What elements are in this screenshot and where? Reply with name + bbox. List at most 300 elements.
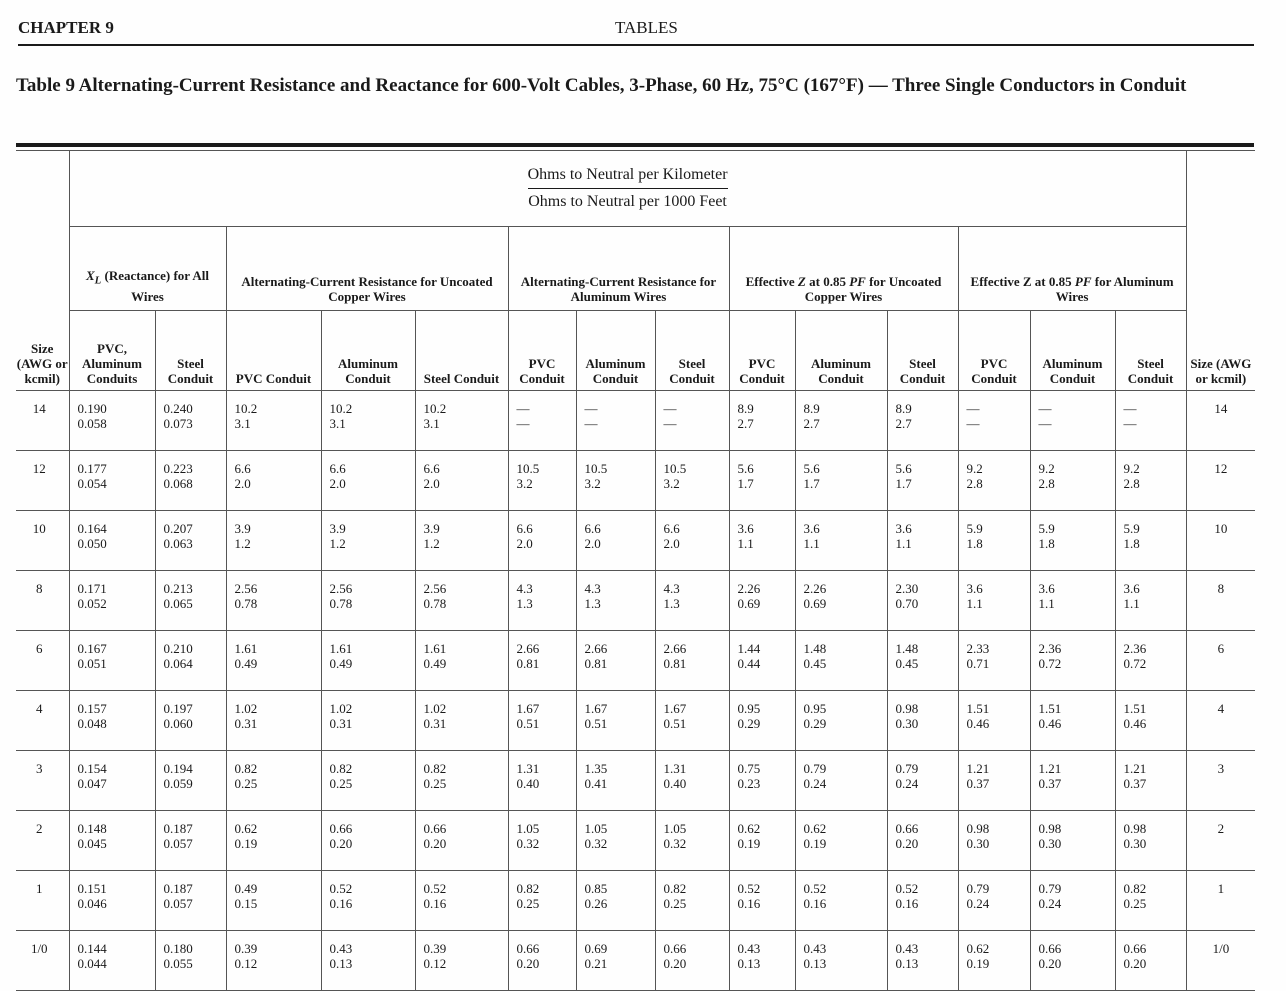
value-per-km: 2.30 (895, 581, 919, 596)
value-cell (415, 391, 508, 451)
value-cell (415, 511, 508, 571)
value-cell (1030, 871, 1115, 931)
value-per-1000ft: 2.7 (803, 416, 820, 431)
size-cell: 3 (1186, 751, 1255, 811)
value-cell (1115, 811, 1186, 871)
value-per-km: 1.02 (329, 701, 353, 716)
value-per-1000ft: 0.21 (584, 956, 608, 971)
col-aluminum-conduit: Aluminum Conduit (795, 311, 887, 391)
value-per-km: 0.180 (163, 941, 193, 956)
size-cell: 8 (16, 571, 69, 631)
value-per-1000ft: 0.26 (584, 896, 608, 911)
value-per-1000ft: 0.068 (163, 476, 193, 491)
value-per-1000ft: 1.3 (516, 596, 533, 611)
value-per-km: 2.56 (329, 581, 353, 596)
value-per-km: 0.52 (895, 881, 919, 896)
value-cell (1030, 931, 1115, 991)
chapter-label: CHAPTER 9 (18, 18, 114, 37)
value-per-km: 0.98 (1038, 821, 1062, 836)
value-per-km: 0.79 (803, 761, 827, 776)
value-per-km: 0.75 (737, 761, 761, 776)
value-per-km: 0.98 (895, 701, 919, 716)
table-row (16, 511, 1255, 571)
section-label: TABLES (615, 18, 678, 37)
value-per-km: 1.51 (1123, 701, 1147, 716)
value-per-1000ft: 0.78 (423, 596, 447, 611)
value-per-km: 1.02 (423, 701, 447, 716)
value-per-1000ft: 0.32 (516, 836, 540, 851)
value-per-1000ft: 0.31 (329, 716, 353, 731)
value-per-1000ft: 0.69 (803, 596, 827, 611)
value-per-km: — (516, 401, 530, 416)
value-cell (958, 391, 1030, 451)
value-cell (576, 571, 655, 631)
col-steel-conduit: Steel Conduit (1115, 311, 1186, 391)
value-per-km: 0.207 (163, 521, 193, 536)
value-per-km: 6.6 (584, 521, 601, 536)
size-cell: 10 (16, 511, 69, 571)
value-per-1000ft: 1.7 (895, 476, 912, 491)
value-cell (958, 571, 1030, 631)
value-per-1000ft: — (1123, 416, 1137, 431)
value-per-km: 0.190 (77, 401, 107, 416)
value-cell (508, 571, 576, 631)
value-per-km: 1.67 (663, 701, 687, 716)
value-per-1000ft: 0.24 (1038, 896, 1062, 911)
value-cell (795, 451, 887, 511)
value-per-1000ft: 3.2 (516, 476, 533, 491)
value-per-km: 8.9 (737, 401, 754, 416)
value-per-km: 5.9 (1123, 521, 1140, 536)
value-cell (508, 391, 576, 451)
value-per-km: — (584, 401, 598, 416)
value-cell (1115, 751, 1186, 811)
value-per-km: 0.52 (803, 881, 827, 896)
value-per-1000ft: 0.065 (163, 596, 193, 611)
value-per-1000ft: 1.3 (584, 596, 601, 611)
value-per-1000ft: 0.25 (234, 776, 258, 791)
value-per-km: 0.62 (803, 821, 827, 836)
value-per-km: 0.79 (966, 881, 990, 896)
value-per-km: 0.197 (163, 701, 193, 716)
value-per-1000ft: 3.1 (234, 416, 251, 431)
col-aluminum-conduit: Aluminum Conduit (576, 311, 655, 391)
value-per-km: 0.43 (803, 941, 827, 956)
value-cell (226, 931, 321, 991)
value-per-1000ft: 0.45 (895, 656, 919, 671)
value-cell (69, 931, 155, 991)
value-per-km: 0.187 (163, 821, 193, 836)
value-cell (655, 811, 729, 871)
size-cell: 4 (16, 691, 69, 751)
value-cell (155, 691, 226, 751)
value-cell (321, 511, 415, 571)
value-cell (655, 451, 729, 511)
value-per-km: 2.66 (584, 641, 608, 656)
value-cell (321, 631, 415, 691)
value-cell (576, 931, 655, 991)
value-per-1000ft: 0.059 (163, 776, 193, 791)
value-per-1000ft: 2.8 (1038, 476, 1055, 491)
value-cell (508, 451, 576, 511)
value-per-1000ft: 0.055 (163, 956, 193, 971)
page-header (18, 18, 1254, 46)
value-per-km: 2.36 (1123, 641, 1147, 656)
value-per-km: 8.9 (803, 401, 820, 416)
size-cell: 2 (16, 811, 69, 871)
table-row (16, 931, 1255, 991)
value-per-1000ft: 1.1 (966, 596, 983, 611)
value-per-1000ft: 0.25 (1123, 896, 1147, 911)
value-per-km: 0.52 (329, 881, 353, 896)
value-per-1000ft: 0.24 (895, 776, 919, 791)
size-cell: 3 (16, 751, 69, 811)
value-per-km: 0.62 (966, 941, 990, 956)
value-per-1000ft: 0.16 (423, 896, 447, 911)
value-cell (1030, 451, 1115, 511)
value-per-km: 4.3 (516, 581, 533, 596)
value-per-1000ft: 1.8 (1123, 536, 1140, 551)
value-cell (795, 631, 887, 691)
value-per-km: 0.43 (737, 941, 761, 956)
value-per-km: 0.154 (77, 761, 107, 776)
value-cell (958, 871, 1030, 931)
value-per-1000ft: 0.19 (803, 836, 827, 851)
group-ac-copper: Alternating-Current Resistance for Uncoated Copper Wires (226, 227, 508, 311)
value-per-1000ft: 0.20 (895, 836, 919, 851)
value-per-1000ft: 0.12 (423, 956, 447, 971)
value-per-1000ft: 0.20 (516, 956, 540, 971)
value-cell (321, 931, 415, 991)
value-per-1000ft: 0.78 (329, 596, 353, 611)
value-per-km: 0.171 (77, 581, 107, 596)
table-row (16, 451, 1255, 511)
units-metric: Ohms to Neutral per Kilometer (528, 160, 728, 189)
value-cell (415, 931, 508, 991)
value-cell (887, 871, 958, 931)
value-per-1000ft: 0.70 (895, 596, 919, 611)
table-row (16, 691, 1255, 751)
value-cell (1030, 511, 1115, 571)
value-cell (729, 391, 795, 451)
value-per-1000ft: 0.13 (803, 956, 827, 971)
value-per-km: 1.31 (516, 761, 540, 776)
value-per-km: 0.82 (329, 761, 353, 776)
value-cell (1115, 451, 1186, 511)
value-cell (415, 811, 508, 871)
value-cell (576, 691, 655, 751)
value-per-km: 0.85 (584, 881, 608, 896)
value-per-km: — (1038, 401, 1052, 416)
size-header-right: Size (AWG or kcmil) (1186, 151, 1255, 391)
value-per-km: 0.194 (163, 761, 193, 776)
value-cell (729, 511, 795, 571)
table-body (16, 391, 1255, 991)
value-per-1000ft: 0.81 (516, 656, 540, 671)
value-per-km: 0.66 (516, 941, 540, 956)
value-per-km: 0.69 (584, 941, 608, 956)
value-per-km: 2.66 (516, 641, 540, 656)
value-per-1000ft: 0.16 (895, 896, 919, 911)
value-per-km: — (966, 401, 980, 416)
value-per-km: 6.6 (423, 461, 440, 476)
value-per-1000ft: 2.0 (663, 536, 680, 551)
value-cell (1115, 391, 1186, 451)
value-cell (795, 571, 887, 631)
value-cell (576, 811, 655, 871)
value-per-1000ft: 0.25 (663, 896, 687, 911)
value-cell (415, 691, 508, 751)
value-cell (226, 631, 321, 691)
value-per-km: 1.61 (329, 641, 353, 656)
value-per-km: 0.62 (234, 821, 258, 836)
value-cell (1030, 631, 1115, 691)
value-cell (887, 931, 958, 991)
value-cell (69, 511, 155, 571)
value-per-1000ft: 0.047 (77, 776, 107, 791)
value-cell (729, 811, 795, 871)
size-cell: 1 (16, 871, 69, 931)
value-cell (321, 691, 415, 751)
value-per-km: 1.05 (584, 821, 608, 836)
value-cell (321, 811, 415, 871)
value-cell (576, 511, 655, 571)
value-per-1000ft: 0.057 (163, 896, 193, 911)
value-cell (415, 871, 508, 931)
value-cell (69, 391, 155, 451)
value-per-1000ft: 0.49 (329, 656, 353, 671)
value-cell (729, 931, 795, 991)
value-cell (415, 751, 508, 811)
value-per-km: 10.2 (423, 401, 447, 416)
value-per-km: 0.43 (329, 941, 353, 956)
col-pvc-conduit: PVC Conduit (508, 311, 576, 391)
value-per-1000ft: 0.19 (737, 836, 761, 851)
value-per-km: 10.2 (329, 401, 353, 416)
value-per-1000ft: 0.054 (77, 476, 107, 491)
size-cell: 4 (1186, 691, 1255, 751)
value-cell (226, 451, 321, 511)
value-per-1000ft: 2.7 (895, 416, 912, 431)
value-cell (1030, 571, 1115, 631)
value-cell (729, 631, 795, 691)
value-per-1000ft: 0.30 (895, 716, 919, 731)
value-per-1000ft: 0.064 (163, 656, 193, 671)
value-per-km: — (1123, 401, 1137, 416)
value-cell (226, 811, 321, 871)
value-cell (155, 811, 226, 871)
group-z-aluminum: Effective Z at 0.85 PF for Aluminum Wires (958, 227, 1186, 311)
value-per-km: 9.2 (1123, 461, 1140, 476)
col-steel-conduit: Steel Conduit (887, 311, 958, 391)
value-cell (887, 631, 958, 691)
value-per-1000ft: 1.7 (803, 476, 820, 491)
value-cell (887, 751, 958, 811)
value-per-1000ft: 2.8 (966, 476, 983, 491)
value-per-km: 0.66 (895, 821, 919, 836)
value-per-1000ft: 1.2 (234, 536, 251, 551)
value-per-1000ft: 0.15 (234, 896, 258, 911)
value-per-km: 0.66 (423, 821, 447, 836)
value-per-1000ft: 1.2 (423, 536, 440, 551)
value-per-1000ft: 0.20 (1038, 956, 1062, 971)
value-cell (226, 571, 321, 631)
value-per-1000ft: 0.45 (803, 656, 827, 671)
value-cell (69, 631, 155, 691)
size-cell: 12 (16, 451, 69, 511)
col-pvc-conduit: PVC Conduit (958, 311, 1030, 391)
value-per-1000ft: 2.0 (234, 476, 251, 491)
value-per-1000ft: 0.23 (737, 776, 761, 791)
value-per-km: 0.151 (77, 881, 107, 896)
value-per-1000ft: 0.16 (737, 896, 761, 911)
value-cell (958, 931, 1030, 991)
value-per-km: 0.164 (77, 521, 107, 536)
value-cell (655, 571, 729, 631)
value-per-km: 0.66 (329, 821, 353, 836)
value-cell (655, 751, 729, 811)
value-cell (958, 511, 1030, 571)
value-cell (795, 931, 887, 991)
value-per-km: 2.26 (803, 581, 827, 596)
value-cell (655, 931, 729, 991)
value-per-km: 1.31 (663, 761, 687, 776)
value-cell (69, 811, 155, 871)
value-cell (321, 871, 415, 931)
value-cell (576, 871, 655, 931)
value-cell (958, 691, 1030, 751)
value-per-km: 6.6 (516, 521, 533, 536)
value-per-km: 0.39 (234, 941, 258, 956)
value-per-1000ft: 0.19 (966, 956, 990, 971)
value-per-km: 5.6 (895, 461, 912, 476)
value-per-km: 1.51 (1038, 701, 1062, 716)
value-per-1000ft: 0.49 (423, 656, 447, 671)
value-cell (958, 811, 1030, 871)
value-cell (795, 511, 887, 571)
value-cell (226, 691, 321, 751)
value-cell (576, 451, 655, 511)
value-per-km: 3.6 (803, 521, 820, 536)
value-cell (887, 571, 958, 631)
value-cell (958, 631, 1030, 691)
size-cell: 6 (16, 631, 69, 691)
table-row (16, 871, 1255, 931)
value-per-1000ft: 0.78 (234, 596, 258, 611)
value-per-km: 6.6 (329, 461, 346, 476)
value-per-km: 0.79 (895, 761, 919, 776)
size-cell: 2 (1186, 811, 1255, 871)
value-per-1000ft: 0.13 (737, 956, 761, 971)
value-cell (655, 391, 729, 451)
value-per-km: 0.148 (77, 821, 107, 836)
value-per-1000ft: 1.1 (1038, 596, 1055, 611)
value-cell (576, 391, 655, 451)
value-per-km: 0.66 (663, 941, 687, 956)
value-cell (155, 751, 226, 811)
value-per-1000ft: — (966, 416, 980, 431)
value-per-1000ft: 0.20 (663, 956, 687, 971)
value-per-1000ft: 0.24 (803, 776, 827, 791)
value-cell (508, 691, 576, 751)
value-per-km: 3.6 (1038, 581, 1055, 596)
value-per-1000ft: 0.13 (329, 956, 353, 971)
value-cell (321, 571, 415, 631)
value-cell (1030, 391, 1115, 451)
value-cell (1115, 571, 1186, 631)
value-cell (155, 871, 226, 931)
value-per-1000ft: 0.30 (966, 836, 990, 851)
value-cell (321, 751, 415, 811)
value-cell (155, 451, 226, 511)
value-per-km: 0.82 (663, 881, 687, 896)
value-per-1000ft: 0.72 (1038, 656, 1062, 671)
value-per-km: 9.2 (966, 461, 983, 476)
value-per-1000ft: 0.51 (663, 716, 687, 731)
value-per-km: 0.39 (423, 941, 447, 956)
value-per-1000ft: 2.8 (1123, 476, 1140, 491)
value-cell (887, 511, 958, 571)
value-cell (69, 571, 155, 631)
value-cell (1030, 811, 1115, 871)
value-per-km: 10.5 (584, 461, 608, 476)
value-per-km: 1.44 (737, 641, 761, 656)
value-cell (1115, 871, 1186, 931)
value-per-1000ft: 0.81 (584, 656, 608, 671)
value-per-1000ft: 0.69 (737, 596, 761, 611)
value-per-1000ft: 0.073 (163, 416, 193, 431)
value-cell (415, 451, 508, 511)
value-cell (508, 871, 576, 931)
value-per-1000ft: — (1038, 416, 1052, 431)
value-cell (155, 631, 226, 691)
value-per-1000ft: 0.063 (163, 536, 193, 551)
size-cell: 14 (16, 391, 69, 451)
value-cell (155, 571, 226, 631)
value-per-1000ft: 0.25 (423, 776, 447, 791)
value-per-km: 0.66 (1038, 941, 1062, 956)
value-per-km: 1.67 (516, 701, 540, 716)
value-per-km: 0.62 (737, 821, 761, 836)
value-cell (226, 871, 321, 931)
value-cell (69, 751, 155, 811)
value-per-km: 0.52 (737, 881, 761, 896)
value-cell (729, 871, 795, 931)
value-cell (1115, 511, 1186, 571)
value-per-1000ft: 0.20 (1123, 956, 1147, 971)
value-per-km: 5.6 (737, 461, 754, 476)
value-cell (795, 811, 887, 871)
value-per-1000ft: 0.30 (1038, 836, 1062, 851)
value-per-1000ft: 0.24 (966, 896, 990, 911)
value-per-1000ft: 2.0 (584, 536, 601, 551)
value-per-1000ft: 1.7 (737, 476, 754, 491)
value-cell (887, 811, 958, 871)
value-per-1000ft: 0.32 (663, 836, 687, 851)
value-per-km: 10.5 (516, 461, 540, 476)
value-cell (958, 751, 1030, 811)
value-per-km: 5.9 (966, 521, 983, 536)
value-per-km: 1.48 (803, 641, 827, 656)
value-cell (508, 931, 576, 991)
value-per-1000ft: 1.3 (663, 596, 680, 611)
value-cell (69, 691, 155, 751)
col-steel-conduit: Steel Conduit (415, 311, 508, 391)
value-cell (226, 751, 321, 811)
units-imperial: Ohms to Neutral per 1000 Feet (528, 192, 727, 210)
value-cell (576, 631, 655, 691)
value-per-1000ft: 0.25 (329, 776, 353, 791)
